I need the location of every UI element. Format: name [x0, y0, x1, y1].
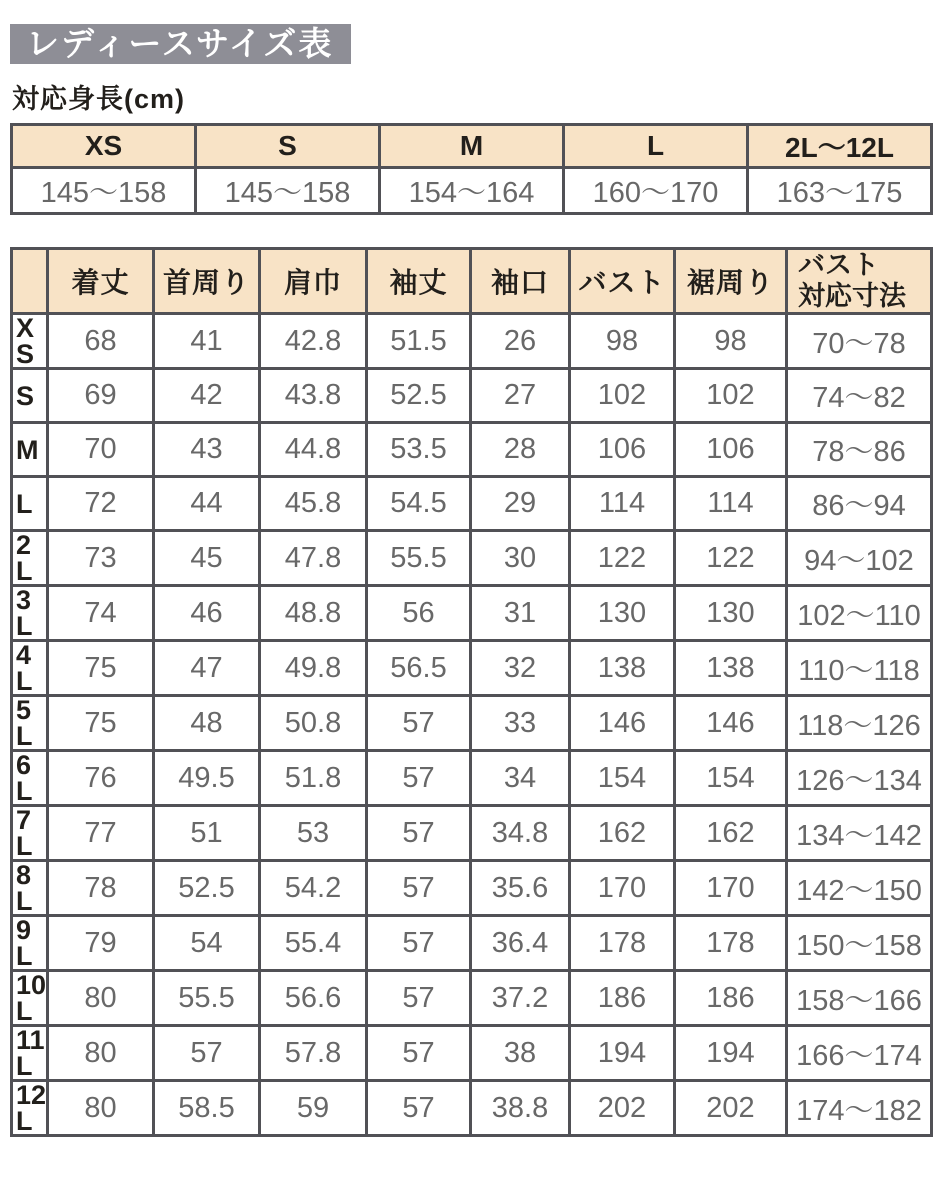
- size-table-body: [12, 314, 932, 1136]
- row-label: [12, 696, 48, 751]
- measurement-cell: 31: [471, 586, 570, 641]
- row-label: [12, 369, 48, 423]
- measurement-cell: 134～142: [787, 806, 932, 861]
- measurement-cell: 57: [367, 696, 471, 751]
- measurement-cell: 80: [48, 1081, 154, 1136]
- measurement-cell: 45: [154, 531, 260, 586]
- row-label-line: L: [16, 776, 33, 806]
- row-label: [12, 806, 48, 861]
- table-row: [12, 314, 932, 369]
- measurement-cell: 142～150: [787, 861, 932, 916]
- size-table: [10, 247, 933, 1137]
- table-row: [12, 531, 932, 586]
- height-table-value-row: [12, 168, 932, 214]
- measurement-cell: 29: [471, 477, 570, 531]
- measurement-cell: 130: [570, 586, 675, 641]
- measurement-cell: 42.8: [260, 314, 367, 369]
- measurement-cell: 38.8: [471, 1081, 570, 1136]
- height-col-header: 2L～12L: [748, 125, 932, 168]
- row-label-line: L: [16, 666, 33, 696]
- row-label-line: L: [16, 556, 33, 586]
- table-row: [12, 423, 932, 477]
- measurement-cell: 72: [48, 477, 154, 531]
- table-row: [12, 751, 932, 806]
- measurement-cell: 59: [260, 1081, 367, 1136]
- size-col-header: 肩巾: [260, 249, 367, 314]
- measurement-cell: 75: [48, 641, 154, 696]
- row-label-line: 6: [16, 750, 32, 780]
- measurement-cell: 80: [48, 971, 154, 1026]
- measurement-cell: 79: [48, 916, 154, 971]
- size-col-header: 裾周り: [675, 249, 787, 314]
- measurement-cell: 138: [570, 641, 675, 696]
- measurement-cell: 52.5: [154, 861, 260, 916]
- measurement-cell: 94～102: [787, 531, 932, 586]
- row-label-line: L: [16, 831, 33, 861]
- measurement-cell: 98: [675, 314, 787, 369]
- row-label: [12, 861, 48, 916]
- measurement-cell: 57.8: [260, 1026, 367, 1081]
- measurement-cell: 57: [154, 1026, 260, 1081]
- row-label-line: L: [16, 941, 33, 971]
- measurement-cell: 122: [675, 531, 787, 586]
- row-label-line: X: [16, 313, 35, 343]
- row-label: [12, 641, 48, 696]
- measurement-cell: 49.8: [260, 641, 367, 696]
- size-col-header: [787, 249, 932, 314]
- measurement-cell: 54: [154, 916, 260, 971]
- size-col-header: バスト: [570, 249, 675, 314]
- measurement-cell: 57: [367, 1081, 471, 1136]
- measurement-cell: 106: [675, 423, 787, 477]
- measurement-cell: 30: [471, 531, 570, 586]
- measurement-cell: 154: [675, 751, 787, 806]
- row-label-line: 10: [16, 970, 47, 1000]
- size-col-header: 首周り: [154, 249, 260, 314]
- height-value: 160～170: [564, 168, 748, 214]
- measurement-cell: 51.8: [260, 751, 367, 806]
- measurement-cell: 138: [675, 641, 787, 696]
- row-label: [12, 971, 48, 1026]
- size-col-header-line: 対応寸法: [798, 281, 906, 311]
- measurement-cell: 27: [471, 369, 570, 423]
- measurement-cell: 186: [570, 971, 675, 1026]
- measurement-cell: 126～134: [787, 751, 932, 806]
- measurement-cell: 41: [154, 314, 260, 369]
- page-title: レディースサイズ表: [10, 24, 351, 64]
- size-col-header-line: バスト: [798, 250, 879, 280]
- measurement-cell: 50.8: [260, 696, 367, 751]
- measurement-cell: 98: [570, 314, 675, 369]
- measurement-cell: 130: [675, 586, 787, 641]
- measurement-cell: 42: [154, 369, 260, 423]
- measurement-cell: 106: [570, 423, 675, 477]
- measurement-cell: 44.8: [260, 423, 367, 477]
- row-label-line: L: [16, 886, 33, 916]
- measurement-cell: 48: [154, 696, 260, 751]
- measurement-cell: 73: [48, 531, 154, 586]
- measurement-cell: 32: [471, 641, 570, 696]
- measurement-cell: 57: [367, 806, 471, 861]
- row-label-line: 5: [16, 695, 32, 725]
- measurement-cell: 114: [570, 477, 675, 531]
- row-label: [12, 586, 48, 641]
- table-row: [12, 586, 932, 641]
- row-label: [12, 1081, 48, 1136]
- row-label-line: L: [16, 1106, 33, 1136]
- row-label-line: L: [16, 721, 33, 751]
- measurement-cell: 47: [154, 641, 260, 696]
- table-row: [12, 696, 932, 751]
- measurement-cell: 49.5: [154, 751, 260, 806]
- measurement-cell: 146: [570, 696, 675, 751]
- measurement-cell: 34: [471, 751, 570, 806]
- row-label: [12, 751, 48, 806]
- row-label-line: L: [16, 611, 33, 641]
- measurement-cell: 86～94: [787, 477, 932, 531]
- height-col-header: S: [196, 125, 380, 168]
- measurement-cell: 80: [48, 1026, 154, 1081]
- measurement-cell: 56: [367, 586, 471, 641]
- measurement-cell: 47.8: [260, 531, 367, 586]
- measurement-cell: 146: [675, 696, 787, 751]
- measurement-cell: 122: [570, 531, 675, 586]
- measurement-cell: 70: [48, 423, 154, 477]
- measurement-cell: 170: [570, 861, 675, 916]
- measurement-cell: 55.5: [154, 971, 260, 1026]
- row-label: [12, 423, 48, 477]
- measurement-cell: 75: [48, 696, 154, 751]
- row-label-line: 4: [16, 640, 32, 670]
- measurement-cell: 43: [154, 423, 260, 477]
- measurement-cell: 78: [48, 861, 154, 916]
- row-label-line: M: [16, 434, 39, 465]
- size-table-header-row: [12, 249, 932, 314]
- measurement-cell: 38: [471, 1026, 570, 1081]
- table-row: [12, 477, 932, 531]
- row-label: [12, 477, 48, 531]
- measurement-cell: 170: [675, 861, 787, 916]
- measurement-cell: 26: [471, 314, 570, 369]
- measurement-cell: 44: [154, 477, 260, 531]
- measurement-cell: 52.5: [367, 369, 471, 423]
- measurement-cell: 154: [570, 751, 675, 806]
- row-label-line: 12: [16, 1080, 47, 1110]
- height-table: [10, 123, 933, 215]
- measurement-cell: 53.5: [367, 423, 471, 477]
- size-col-header: 袖丈: [367, 249, 471, 314]
- measurement-cell: 55.4: [260, 916, 367, 971]
- measurement-cell: 114: [675, 477, 787, 531]
- measurement-cell: 110～118: [787, 641, 932, 696]
- row-label: [12, 1026, 48, 1081]
- measurement-cell: 77: [48, 806, 154, 861]
- row-label-line: 8: [16, 860, 32, 890]
- measurement-cell: 102: [675, 369, 787, 423]
- row-label-line: L: [16, 488, 33, 519]
- table-row: [12, 641, 932, 696]
- measurement-cell: 76: [48, 751, 154, 806]
- measurement-cell: 150～158: [787, 916, 932, 971]
- measurement-cell: 162: [675, 806, 787, 861]
- measurement-cell: 186: [675, 971, 787, 1026]
- height-section-label: 対応身長(cm): [12, 84, 186, 114]
- row-label-line: L: [16, 1051, 33, 1081]
- measurement-cell: 56.5: [367, 641, 471, 696]
- measurement-cell: 55.5: [367, 531, 471, 586]
- measurement-cell: 54.5: [367, 477, 471, 531]
- measurement-cell: 178: [570, 916, 675, 971]
- row-label-line: 7: [16, 805, 32, 835]
- table-row: [12, 916, 932, 971]
- measurement-cell: 194: [570, 1026, 675, 1081]
- height-value: 145～158: [196, 168, 380, 214]
- row-label: [12, 916, 48, 971]
- measurement-cell: 57: [367, 916, 471, 971]
- table-row: [12, 1026, 932, 1081]
- table-row: [12, 1081, 932, 1136]
- measurement-cell: 33: [471, 696, 570, 751]
- measurement-cell: 57: [367, 1026, 471, 1081]
- measurement-cell: 37.2: [471, 971, 570, 1026]
- height-col-header: M: [380, 125, 564, 168]
- measurement-cell: 56.6: [260, 971, 367, 1026]
- measurement-cell: 74～82: [787, 369, 932, 423]
- measurement-cell: 51.5: [367, 314, 471, 369]
- measurement-cell: 162: [570, 806, 675, 861]
- measurement-cell: 174～182: [787, 1081, 932, 1136]
- measurement-cell: 46: [154, 586, 260, 641]
- height-value: 145～158: [12, 168, 196, 214]
- height-value: 154～164: [380, 168, 564, 214]
- size-col-header: 着丈: [48, 249, 154, 314]
- measurement-cell: 68: [48, 314, 154, 369]
- size-col-header: 袖口: [471, 249, 570, 314]
- measurement-cell: 34.8: [471, 806, 570, 861]
- height-col-header: XS: [12, 125, 196, 168]
- measurement-cell: 45.8: [260, 477, 367, 531]
- measurement-cell: 202: [675, 1081, 787, 1136]
- table-row: [12, 369, 932, 423]
- row-label-line: 2: [16, 530, 32, 560]
- height-col-header: L: [564, 125, 748, 168]
- height-value: 163～175: [748, 168, 932, 214]
- measurement-cell: 194: [675, 1026, 787, 1081]
- measurement-cell: 51: [154, 806, 260, 861]
- height-table-header-row: [12, 125, 932, 168]
- measurement-cell: 35.6: [471, 861, 570, 916]
- measurement-cell: 70～78: [787, 314, 932, 369]
- table-row: [12, 971, 932, 1026]
- measurement-cell: 158～166: [787, 971, 932, 1026]
- table-row: [12, 861, 932, 916]
- measurement-cell: 36.4: [471, 916, 570, 971]
- row-label-line: 11: [16, 1025, 45, 1055]
- measurement-cell: 166～174: [787, 1026, 932, 1081]
- measurement-cell: 48.8: [260, 586, 367, 641]
- measurement-cell: 102: [570, 369, 675, 423]
- row-label-line: S: [16, 339, 35, 369]
- measurement-cell: 57: [367, 861, 471, 916]
- row-label-line: 3: [16, 585, 32, 615]
- row-label: [12, 314, 48, 369]
- measurement-cell: 57: [367, 971, 471, 1026]
- measurement-cell: 78～86: [787, 423, 932, 477]
- measurement-cell: 202: [570, 1081, 675, 1136]
- measurement-cell: 102～110: [787, 586, 932, 641]
- measurement-cell: 178: [675, 916, 787, 971]
- corner-cell: [12, 249, 48, 314]
- measurement-cell: 74: [48, 586, 154, 641]
- measurement-cell: 54.2: [260, 861, 367, 916]
- measurement-cell: 28: [471, 423, 570, 477]
- row-label-line: S: [16, 380, 35, 411]
- measurement-cell: 57: [367, 751, 471, 806]
- measurement-cell: 118～126: [787, 696, 932, 751]
- row-label: [12, 531, 48, 586]
- measurement-cell: 58.5: [154, 1081, 260, 1136]
- row-label-line: 9: [16, 915, 32, 945]
- measurement-cell: 43.8: [260, 369, 367, 423]
- table-row: [12, 806, 932, 861]
- measurement-cell: 53: [260, 806, 367, 861]
- measurement-cell: 69: [48, 369, 154, 423]
- row-label-line: L: [16, 996, 33, 1026]
